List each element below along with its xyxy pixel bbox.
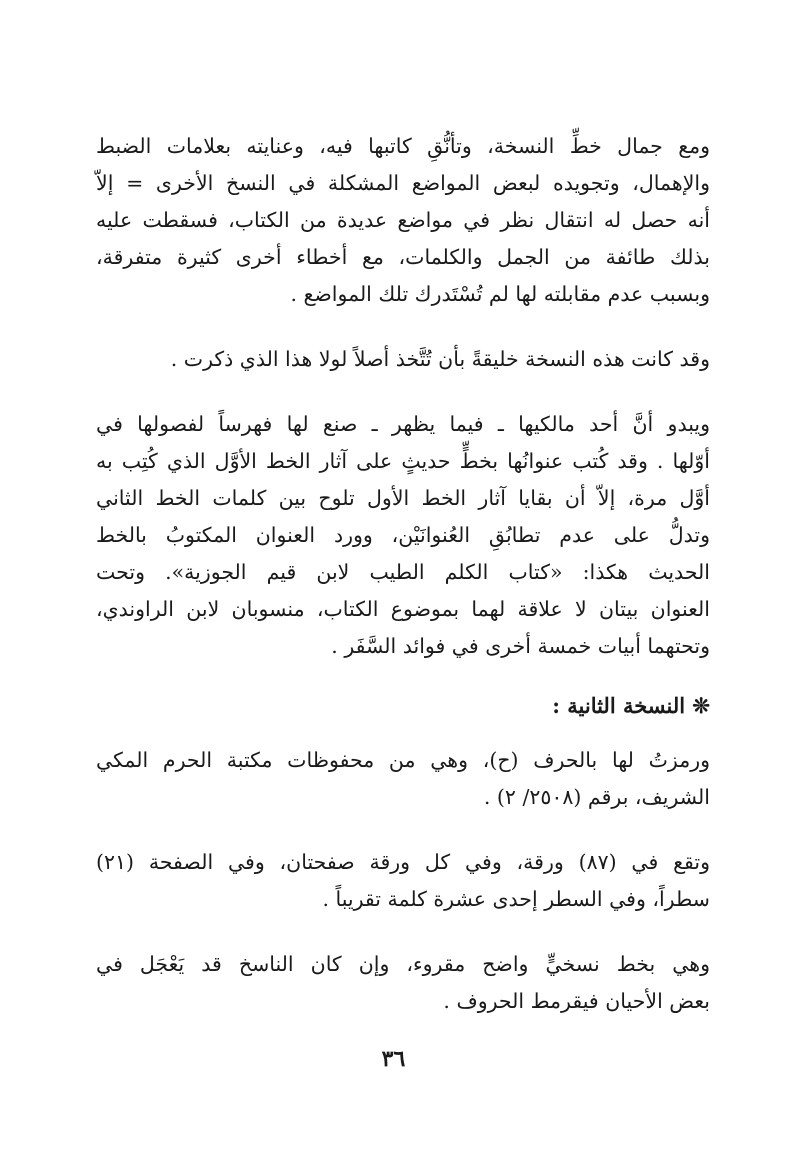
paragraph-4 (96, 742, 710, 816)
text-line: أوّلها . وقد كُتب عنوانُها بخطٍّ حديثٍ على آثار الخط الأوَّل الذي كُتِب به (96, 449, 710, 473)
text-line: الشريف، برقم (٢٥٠٨/ ٢) . (483, 785, 710, 809)
text-line: سطراً، وفي السطر إحدى عشرة كلمة تقريباً . (322, 887, 710, 911)
page-body (96, 128, 710, 1048)
text-line: وتدلُّ على عدم تطابُقِ العُنوانَيْن، وورد العنوان المكتوبُ بالخط (96, 523, 710, 547)
paragraph-1 (96, 128, 710, 313)
text-line: الحديث هكذا: «كتاب الكلم الطيب لابن قيم الجوزية». وتحت (96, 560, 710, 584)
page-number: ٣٦ (381, 1046, 406, 1072)
text-line: أنه حصل له انتقال نظر في مواضع عديدة من الكتاب، فسقطت عليه (96, 208, 710, 232)
text-line: وهي بخط نسخيٍّ واضح مقروء، وإن كان الناسخ قد يَعْجَل في (96, 952, 710, 976)
text-line: وبسبب عدم مقابلته لها لم تُسْتَدرك تلك المواضع . (290, 282, 710, 306)
text-line: ومع جمال خطِّ النسخة، وتأنُّقِ كاتبها فيه، وعنايته بعلامات الضبط (96, 134, 710, 158)
text-line: أوَّل مرة، إلاّ أن بقايا آثار الخط الأول تلوح بين كلمات الخط الثاني (96, 486, 710, 510)
text-line: وتقع في (٨٧) ورقة، وفي كل ورقة صفحتان، وفي الصفحة (٢١) (96, 850, 710, 874)
text-line: العنوان بيتان لا علاقة لهما بموضوع الكتاب، منسوبان لابن الراوندي، (96, 597, 710, 621)
paragraph-6 (96, 946, 710, 1020)
paragraph-2 (96, 341, 710, 378)
text-line: ورمزتُ لها بالحرف (ح)، وهي من محفوظات مكتبة الحرم المكي (96, 748, 710, 772)
section-heading-text: ❊ النسخة الثانية : (552, 693, 710, 718)
text-line: وقد كانت هذه النسخة خليقةً بأن تُتَّخذ أصلاً لولا هذا الذي ذكرت . (170, 347, 710, 371)
paragraph-5 (96, 844, 710, 918)
text-line: ويبدو أنَّ أحد مالكيها ـ فيما يظهر ـ صنع لها فهرساً لفصولها في (96, 412, 710, 436)
text-line: بذلك طائفة من الجمل والكلمات، مع أخطاء أخرى كثيرة متفرقة، (96, 245, 710, 269)
text-line: وتحتهما أبيات خمسة أخرى في فوائد السَّفَر . (331, 634, 710, 658)
paragraph-3 (96, 406, 710, 665)
section-heading (96, 687, 710, 724)
text-line: بعض الأحيان فيقرمط الحروف . (443, 989, 710, 1013)
text-line: والإهمال، وتجويده لبعض المواضع المشكلة في النسخ الأخرى = إلاّ (96, 171, 710, 195)
